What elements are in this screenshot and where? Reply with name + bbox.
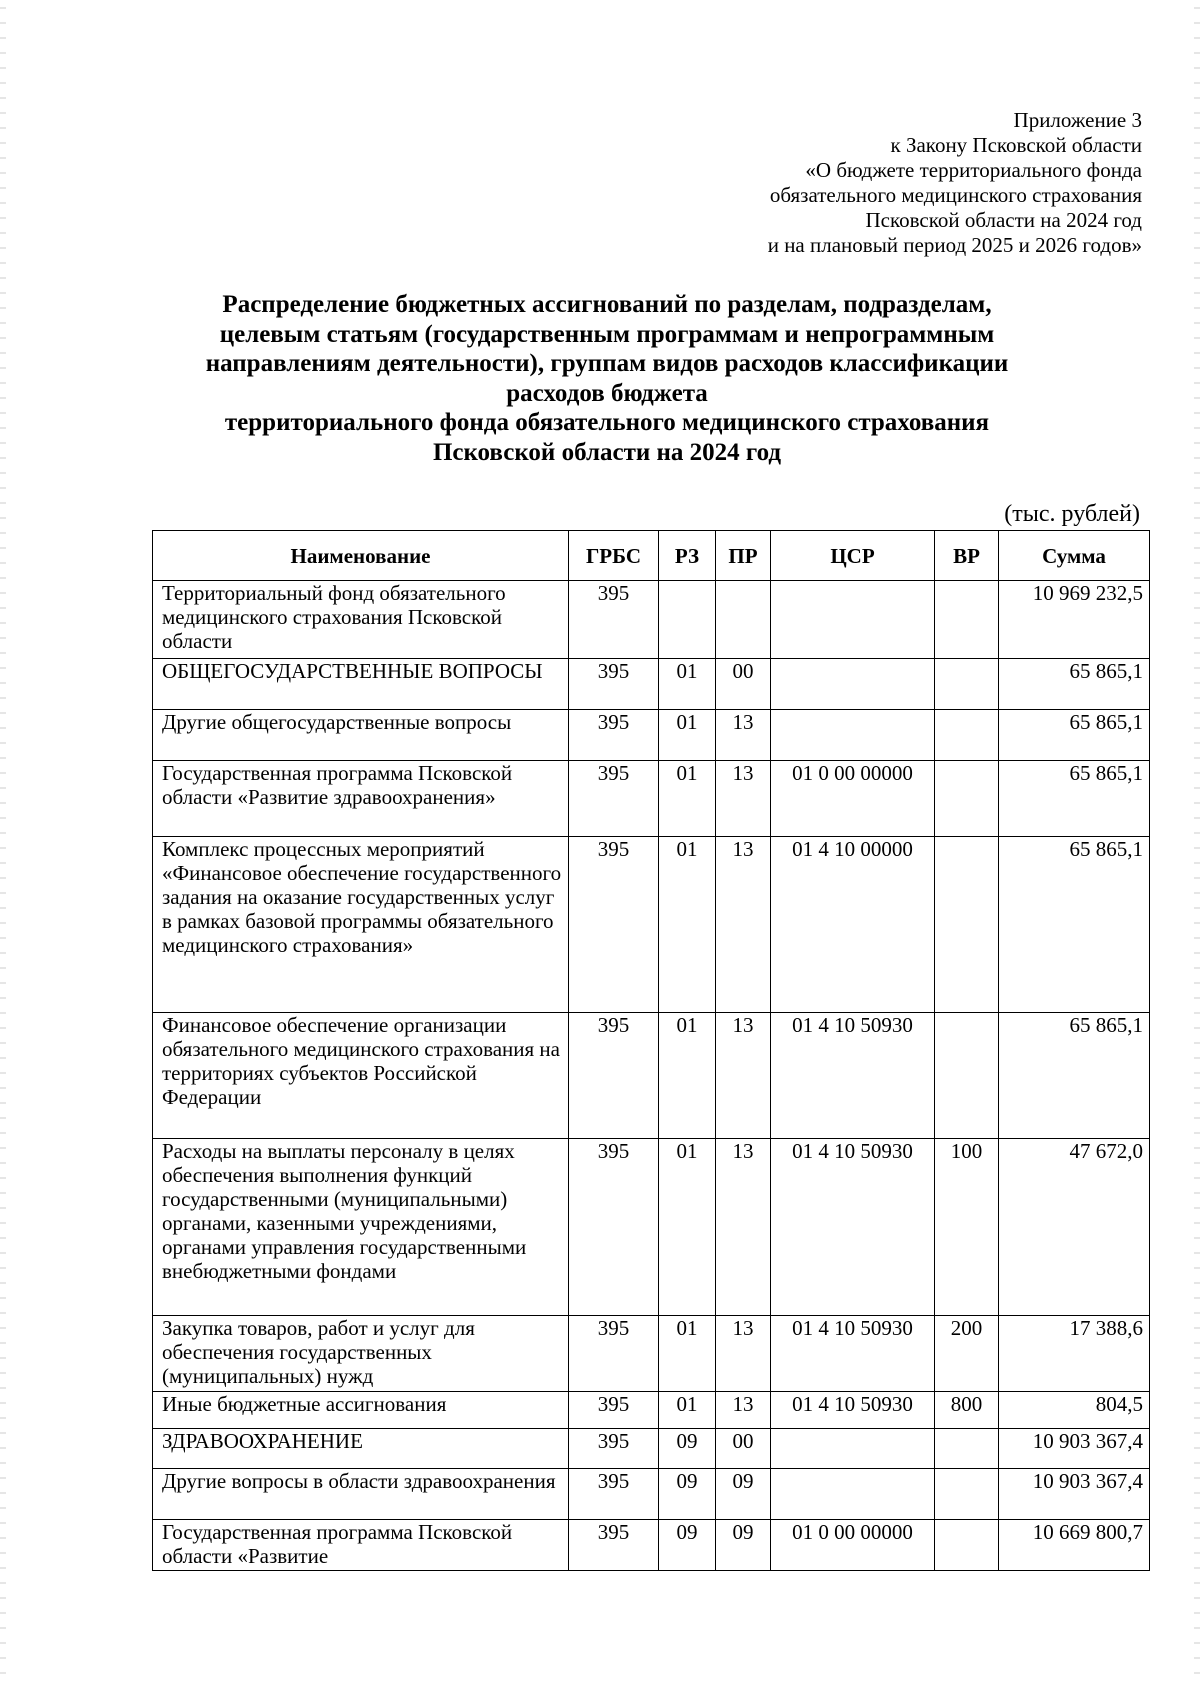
row-pr: 13 bbox=[716, 1316, 771, 1392]
row-name: Расходы на выплаты персоналу в целях обеспечения выполнения функций государственными (муниципальными) органами, казенными учреждениями, органами управления государственными внебюджетными фондами bbox=[153, 1139, 569, 1316]
table-row bbox=[153, 761, 1150, 837]
row-grbs: 395 bbox=[569, 1520, 659, 1571]
row-rz: 01 bbox=[659, 1139, 716, 1316]
scan-edge-left bbox=[0, 0, 6, 1686]
row-vr bbox=[935, 837, 999, 1013]
row-name: Комплекс процессных мероприятий «Финансовое обеспечение государственного задания на оказание государственных услуг в рамках базовой программы обязательного медицинского страхования» bbox=[153, 837, 569, 1013]
row-rz: 01 bbox=[659, 1013, 716, 1139]
row-pr: 13 bbox=[716, 1013, 771, 1139]
row-sum: 17 388,6 bbox=[999, 1316, 1150, 1392]
table-row bbox=[153, 1316, 1150, 1392]
title-line: направлениям деятельности), группам видов расходов классификации bbox=[205, 350, 1009, 377]
row-pr: 09 bbox=[716, 1469, 771, 1520]
row-sum: 65 865,1 bbox=[999, 710, 1150, 761]
row-name: ОБЩЕГОСУДАРСТВЕННЫЕ ВОПРОСЫ bbox=[153, 659, 569, 710]
row-csr: 01 4 10 50930 bbox=[771, 1139, 935, 1316]
row-vr: 100 bbox=[935, 1139, 999, 1316]
title-line: Распределение бюджетных ассигнований по разделам, подразделам, bbox=[222, 291, 992, 318]
column-header-csr: ЦСР bbox=[771, 531, 935, 581]
row-sum: 804,5 bbox=[999, 1392, 1150, 1429]
row-rz: 01 bbox=[659, 1316, 716, 1392]
row-name: ЗДРАВООХРАНЕНИЕ bbox=[153, 1429, 569, 1469]
row-csr: 01 4 10 50930 bbox=[771, 1392, 935, 1429]
row-sum: 10 969 232,5 bbox=[999, 581, 1150, 659]
row-rz: 01 bbox=[659, 761, 716, 837]
row-csr: 01 4 10 50930 bbox=[771, 1013, 935, 1139]
row-vr bbox=[935, 659, 999, 710]
table-row bbox=[153, 710, 1150, 761]
row-pr: 13 bbox=[716, 1139, 771, 1316]
row-grbs: 395 bbox=[569, 710, 659, 761]
column-header-sum: Сумма bbox=[999, 531, 1150, 581]
row-vr bbox=[935, 1469, 999, 1520]
row-csr bbox=[771, 1469, 935, 1520]
row-name: Государственная программа Псковской области «Развитие здравоохранения» bbox=[153, 761, 569, 837]
row-vr bbox=[935, 761, 999, 837]
title-line: расходов бюджета bbox=[506, 379, 708, 407]
row-sum: 47 672,0 bbox=[999, 1139, 1150, 1316]
row-rz: 01 bbox=[659, 1392, 716, 1429]
table-row bbox=[153, 1013, 1150, 1139]
title-line: территориального фонда обязательного медицинского страхования bbox=[224, 409, 990, 436]
row-vr: 800 bbox=[935, 1392, 999, 1429]
table-row bbox=[153, 1469, 1150, 1520]
table-row bbox=[153, 837, 1150, 1013]
budget-table bbox=[152, 530, 1150, 1571]
row-pr: 00 bbox=[716, 659, 771, 710]
row-vr bbox=[935, 1520, 999, 1571]
document-title bbox=[150, 290, 1064, 467]
row-pr: 13 bbox=[716, 710, 771, 761]
row-pr: 13 bbox=[716, 837, 771, 1013]
row-grbs: 395 bbox=[569, 1139, 659, 1316]
row-grbs: 395 bbox=[569, 1429, 659, 1469]
row-grbs: 395 bbox=[569, 1392, 659, 1429]
row-pr: 13 bbox=[716, 1392, 771, 1429]
column-header-pr: ПР bbox=[716, 531, 771, 581]
row-vr: 200 bbox=[935, 1316, 999, 1392]
row-sum: 10 903 367,4 bbox=[999, 1469, 1150, 1520]
row-rz: 01 bbox=[659, 659, 716, 710]
title-line: целевым статьям (государственным программам и непрограммным bbox=[219, 320, 995, 348]
row-csr: 01 0 00 00000 bbox=[771, 1520, 935, 1571]
row-csr: 01 4 10 00000 bbox=[771, 837, 935, 1013]
table-row bbox=[153, 659, 1150, 710]
table-row bbox=[153, 1429, 1150, 1469]
row-rz: 09 bbox=[659, 1429, 716, 1469]
row-name: Финансовое обеспечение организации обязательного медицинского страхования на территориях субъектов Российской Федерации bbox=[153, 1013, 569, 1139]
column-header-name: Наименование bbox=[153, 531, 569, 581]
appendix-line: Псковской области на 2024 год bbox=[865, 208, 1142, 232]
title-line: Псковской области на 2024 год bbox=[432, 438, 782, 466]
row-grbs: 395 bbox=[569, 837, 659, 1013]
table-row bbox=[153, 581, 1150, 659]
appendix-line: к Закону Псковской области bbox=[890, 133, 1142, 157]
row-sum: 65 865,1 bbox=[999, 761, 1150, 837]
row-csr bbox=[771, 659, 935, 710]
row-grbs: 395 bbox=[569, 1316, 659, 1392]
row-vr bbox=[935, 1013, 999, 1139]
table-header-row bbox=[153, 531, 1150, 581]
row-rz bbox=[659, 581, 716, 659]
row-sum: 10 669 800,7 bbox=[999, 1520, 1150, 1571]
row-sum: 65 865,1 bbox=[999, 1013, 1150, 1139]
row-vr bbox=[935, 1429, 999, 1469]
row-csr bbox=[771, 581, 935, 659]
appendix-line: Приложение 3 bbox=[1013, 108, 1142, 132]
row-name: Территориальный фонд обязательного медицинского страхования Псковской области bbox=[153, 581, 569, 659]
appendix-line: обязательного медицинского страхования bbox=[769, 183, 1142, 207]
row-rz: 01 bbox=[659, 837, 716, 1013]
row-rz: 09 bbox=[659, 1520, 716, 1571]
row-vr bbox=[935, 581, 999, 659]
row-pr: 00 bbox=[716, 1429, 771, 1469]
row-csr bbox=[771, 1429, 935, 1469]
scan-edge-right bbox=[1194, 0, 1200, 1686]
appendix-line: и на плановый период 2025 и 2026 годов» bbox=[767, 233, 1142, 257]
table-row bbox=[153, 1392, 1150, 1429]
row-csr bbox=[771, 710, 935, 761]
appendix-header bbox=[768, 108, 1142, 258]
column-header-rz: РЗ bbox=[659, 531, 716, 581]
units-label: (тыс. рублей) bbox=[1004, 501, 1140, 527]
column-header-grbs: ГРБС bbox=[569, 531, 659, 581]
row-pr: 13 bbox=[716, 761, 771, 837]
row-grbs: 395 bbox=[569, 581, 659, 659]
column-header-vr: ВР bbox=[935, 531, 999, 581]
table-row bbox=[153, 1139, 1150, 1316]
row-name: Иные бюджетные ассигнования bbox=[153, 1392, 569, 1429]
row-grbs: 395 bbox=[569, 659, 659, 710]
row-grbs: 395 bbox=[569, 761, 659, 837]
row-grbs: 395 bbox=[569, 1013, 659, 1139]
row-csr: 01 0 00 00000 bbox=[771, 761, 935, 837]
row-name: Другие вопросы в области здравоохранения bbox=[153, 1469, 569, 1520]
row-rz: 09 bbox=[659, 1469, 716, 1520]
row-vr bbox=[935, 710, 999, 761]
row-csr: 01 4 10 50930 bbox=[771, 1316, 935, 1392]
row-name: Государственная программа Псковской области «Развитие bbox=[153, 1520, 569, 1571]
row-sum: 65 865,1 bbox=[999, 837, 1150, 1013]
table-row bbox=[153, 1520, 1150, 1571]
row-rz: 01 bbox=[659, 710, 716, 761]
row-sum: 65 865,1 bbox=[999, 659, 1150, 710]
row-pr: 09 bbox=[716, 1520, 771, 1571]
row-grbs: 395 bbox=[569, 1469, 659, 1520]
row-pr bbox=[716, 581, 771, 659]
row-name: Закупка товаров, работ и услуг для обеспечения государственных (муниципальных) нужд bbox=[153, 1316, 569, 1392]
row-sum: 10 903 367,4 bbox=[999, 1429, 1150, 1469]
row-name: Другие общегосударственные вопросы bbox=[153, 710, 569, 761]
appendix-line: «О бюджете территориального фонда bbox=[805, 158, 1142, 182]
